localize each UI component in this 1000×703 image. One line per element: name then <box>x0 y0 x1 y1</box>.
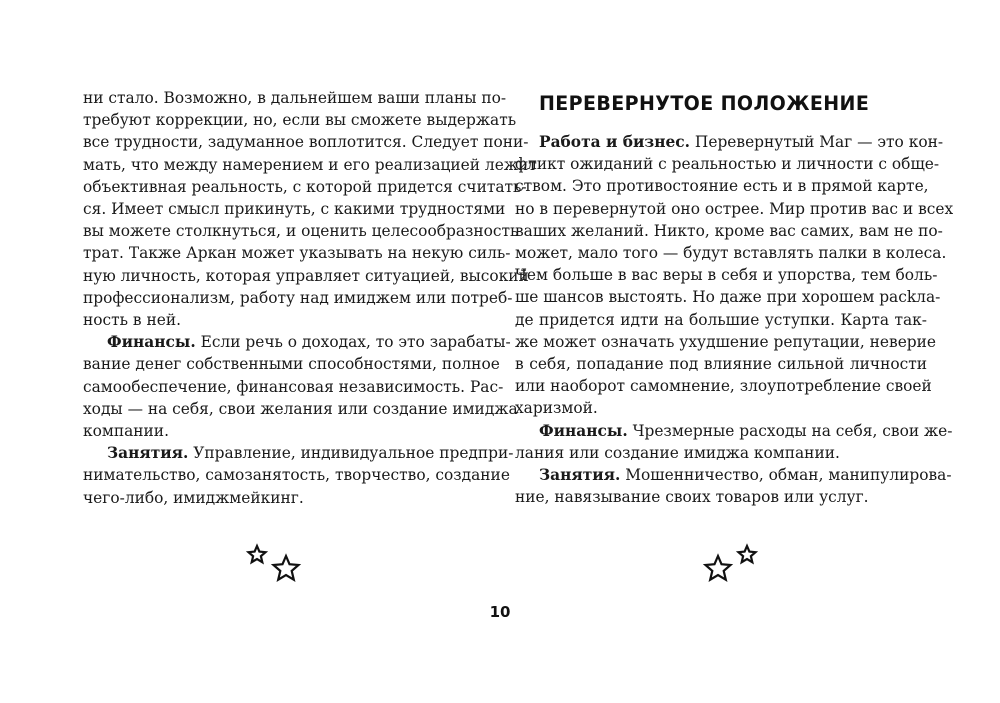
left-paragraph-continuation: ни стало. Возможно, в дальнейшем ваши планы по- требуют коррекции, но, если вы сможете выдержать все трудности, задуманное воплотится. Следует пони- мать, что между намерением и его реализацией лежит объективная реальность, с которой придется считать- ся. Имеет смысл прикинуть, с какими трудностями вы можете столкнуться, и оценить целесообразность трат. Также Аркан может указывать на некую силь- ную личность, которая управляет ситуацией, высокий профессионализм, работу над имиджем или потреб- ность в ней. <box>83 89 537 330</box>
activities-term: Занятия. <box>539 466 621 485</box>
right-finance-paragraph: Финансы. Чрезмерные расходы на себя, свои же- лания или создание имиджа компании. <box>515 421 953 462</box>
finance-term: Финансы. <box>107 333 196 352</box>
activities-term: Занятия. <box>107 444 189 463</box>
section-heading: ПЕРЕВЕРНУТОЕ ПОЛОЖЕНИЕ <box>539 92 870 116</box>
finance-term: Финансы. <box>539 421 628 440</box>
right-column <box>515 131 954 508</box>
stars-ornament-icon <box>242 540 304 590</box>
right-work-paragraph: Работа и бизнес. Перевернутый Маг — это кон- фликт ожиданий с реальностью и личности с обще- ством. Это противостояние есть и в прямой карте, но в перевернутой оно острее. Мир против вас и всех ваших желаний. Никто, кроме вас самих, вам не по- может, мало того — будут вставлять палки в колеса. Чем больше в вас веры в себя и упорства, тем боль- ше шансов выстоять. Но даже при хорошем расkла- де придется идти на большие уступки. Карта так- же может означать ухудшение репутации, неверие в себя, попадание под влияние сильной личности или наоборот самомнение, злоупотребление своей харизмой. <box>515 133 954 418</box>
page-number: 10 <box>489 603 511 621</box>
left-finance-paragraph: Финансы. Если речь о доходах, то это зарабаты- вание денег собственными способностями, полное самообеспечение, финансовая независимость. Рас- ходы — на себя, свои желания или создание имиджа компании. <box>83 333 518 441</box>
work-term: Работа и бизнес. <box>539 133 691 151</box>
left-activities-paragraph: Занятия. Управление, индивидуальное предпри- нимательство, самозанятость, творчество, создание чего-либо, имиджмейкинг. <box>83 444 514 507</box>
stars-ornament-icon <box>700 540 762 590</box>
right-activities-paragraph: Занятия. Мошенничество, обман, манипулирова- ние, навязывание своих товаров или услуг. <box>515 466 952 507</box>
left-column <box>83 87 537 509</box>
